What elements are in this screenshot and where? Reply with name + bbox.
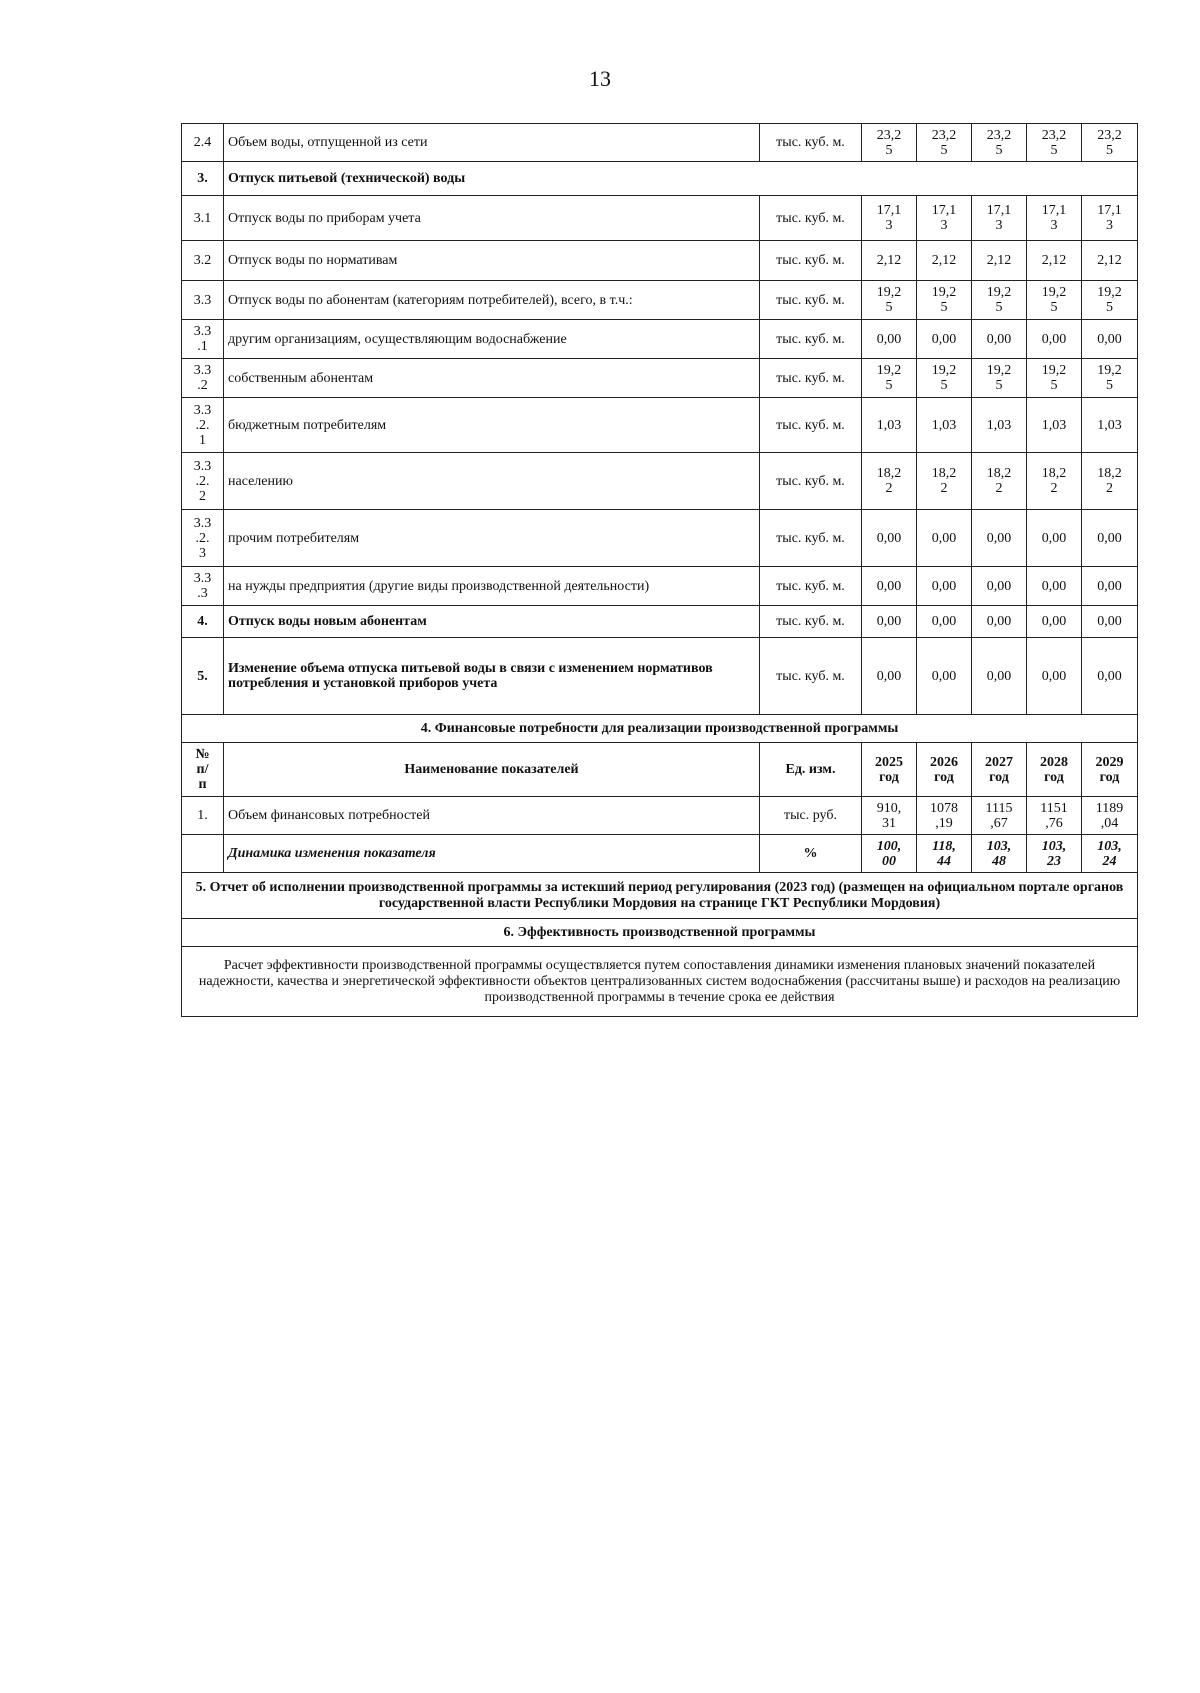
indicator-name: другим организациям, осуществляющим водоснабжение [224,320,760,359]
table-row [182,196,1138,241]
indicator-name: Отпуск воды по нормативам [224,241,760,281]
header-indicator-name: Наименование показателей [224,743,760,797]
value-cell: 2,12 [972,241,1027,281]
water-volume-rows [182,124,1138,715]
unit-cell: тыс. куб. м. [760,453,862,510]
value-cell: 19,2 5 [917,281,972,320]
table-row [182,398,1138,453]
table-row [182,241,1138,281]
row-number: 3.3 .3 [182,567,224,606]
value-cell: 23,2 5 [1027,124,1082,162]
indicator-name: прочим потребителям [224,510,760,567]
value-cell: 0,00 [1082,567,1138,606]
value-cell: 17,1 3 [862,196,917,241]
value-cell: 910, 31 [862,797,917,835]
unit-cell: тыс. куб. м. [760,320,862,359]
value-cell: 1,03 [917,398,972,453]
indicator-name: Изменение объема отпуска питьевой воды в связи с изменением нормативов потребления и установкой приборов учета [224,638,760,715]
value-cell: 0,00 [917,320,972,359]
row-number: 3.1 [182,196,224,241]
value-cell: 17,1 3 [972,196,1027,241]
value-cell: 0,00 [1027,567,1082,606]
value-cell: 18,2 2 [972,453,1027,510]
value-cell: 1189 ,04 [1082,797,1138,835]
value-cell: 0,00 [1082,638,1138,715]
value-cell: 23,2 5 [972,124,1027,162]
value-cell: 0,00 [917,567,972,606]
table-row [182,124,1138,162]
table-row [182,359,1138,398]
header-year: 2025 год [862,743,917,797]
table-row [182,162,1138,196]
value-cell: 1,03 [862,398,917,453]
header-number: № п/ п [182,743,224,797]
value-cell: 1,03 [972,398,1027,453]
indicator-name: Объем финансовых потребностей [224,797,760,835]
indicator-name: населению [224,453,760,510]
unit-cell: тыс. куб. м. [760,124,862,162]
unit-cell: тыс. куб. м. [760,281,862,320]
unit-cell: тыс. куб. м. [760,359,862,398]
section-heading: Отпуск питьевой (технической) воды [224,162,1138,196]
value-cell: 0,00 [972,320,1027,359]
row-number: 3.3 [182,281,224,320]
report-section [182,873,1138,1017]
production-program-table [181,123,1138,1017]
value-cell: 18,2 2 [1082,453,1138,510]
value-cell: 19,2 5 [862,359,917,398]
value-cell: 19,2 5 [972,359,1027,398]
value-cell: 19,2 5 [1082,359,1138,398]
unit-cell: тыс. куб. м. [760,196,862,241]
table-row [182,453,1138,510]
value-cell: 118, 44 [917,835,972,873]
value-cell: 18,2 2 [917,453,972,510]
value-cell: 1151 ,76 [1027,797,1082,835]
table-row [182,638,1138,715]
value-cell: 0,00 [1027,510,1082,567]
row-number: 2.4 [182,124,224,162]
unit-cell: тыс. куб. м. [760,638,862,715]
value-cell: 0,00 [972,510,1027,567]
table-row [182,281,1138,320]
unit-cell: тыс. куб. м. [760,398,862,453]
value-cell: 103, 48 [972,835,1027,873]
value-cell: 103, 23 [1027,835,1082,873]
value-cell: 0,00 [917,638,972,715]
value-cell: 0,00 [972,638,1027,715]
header-unit: Ед. изм. [760,743,862,797]
row-number: 3.3 .2. 3 [182,510,224,567]
row-number: 3.3 .2. 2 [182,453,224,510]
row-number: 3.2 [182,241,224,281]
row-number: 1. [182,797,224,835]
row-number: 3.3 .1 [182,320,224,359]
section-4-title: 4. Финансовые потребности для реализации производственной программы [182,715,1138,743]
value-cell: 23,2 5 [1082,124,1138,162]
value-cell: 19,2 5 [862,281,917,320]
table-row [182,510,1138,567]
value-cell: 2,12 [1027,241,1082,281]
indicator-name: Отпуск воды по приборам учета [224,196,760,241]
value-cell: 0,00 [1082,510,1138,567]
indicator-name: Динамика изменения показателя [224,835,760,873]
indicator-name: бюджетным потребителям [224,398,760,453]
indicator-name: собственным абонентам [224,359,760,398]
value-cell: 0,00 [1027,606,1082,638]
value-cell: 19,2 5 [1027,359,1082,398]
indicator-name: Объем воды, отпущенной из сети [224,124,760,162]
value-cell: 0,00 [862,606,917,638]
finance-header-row [182,743,1138,797]
value-cell: 0,00 [1082,606,1138,638]
table-row [182,835,1138,873]
value-cell: 17,1 3 [1027,196,1082,241]
value-cell: 0,00 [972,606,1027,638]
value-cell: 0,00 [917,510,972,567]
value-cell: 0,00 [862,567,917,606]
value-cell: 19,2 5 [1027,281,1082,320]
value-cell: 1115 ,67 [972,797,1027,835]
value-cell: 0,00 [1027,638,1082,715]
header-year: 2027 год [972,743,1027,797]
value-cell: 18,2 2 [862,453,917,510]
value-cell: 0,00 [862,320,917,359]
finance-rows [182,797,1138,873]
value-cell: 17,1 3 [1082,196,1138,241]
value-cell: 0,00 [917,606,972,638]
unit-cell: тыс. куб. м. [760,241,862,281]
value-cell: 23,2 5 [917,124,972,162]
value-cell: 19,2 5 [917,359,972,398]
value-cell: 100, 00 [862,835,917,873]
unit-cell: тыс. куб. м. [760,510,862,567]
value-cell: 19,2 5 [972,281,1027,320]
table-row [182,606,1138,638]
unit-cell: тыс. руб. [760,797,862,835]
section-5-text: 5. Отчет об исполнении производственной программы за истекший период регулирования (2023 год) (размещен на официальном портале органов государственной власти Республики Мордовия на странице ГКТ Республики Мордовия) [182,873,1138,919]
value-cell: 1,03 [1027,398,1082,453]
indicator-name: Отпуск воды по абонентам (категориям потребителей), всего, в т.ч.: [224,281,760,320]
value-cell: 0,00 [862,638,917,715]
value-cell: 18,2 2 [1027,453,1082,510]
value-cell: 0,00 [972,567,1027,606]
value-cell: 2,12 [917,241,972,281]
value-cell: 0,00 [1027,320,1082,359]
row-number: 3.3 .2 [182,359,224,398]
row-number: 4. [182,606,224,638]
finance-section [182,715,1138,797]
header-year: 2028 год [1027,743,1082,797]
value-cell: 0,00 [1082,320,1138,359]
header-year: 2029 год [1082,743,1138,797]
value-cell: 1,03 [1082,398,1138,453]
row-number: 3. [182,162,224,196]
row-number [182,835,224,873]
value-cell: 0,00 [862,510,917,567]
unit-cell: % [760,835,862,873]
page-number: 13 [589,66,611,91]
table-row [182,567,1138,606]
value-cell: 1078 ,19 [917,797,972,835]
unit-cell: тыс. куб. м. [760,606,862,638]
row-number: 3.3 .2. 1 [182,398,224,453]
value-cell: 2,12 [1082,241,1138,281]
indicator-name: Отпуск воды новым абонентам [224,606,760,638]
table-row [182,320,1138,359]
table-row [182,797,1138,835]
value-cell: 19,2 5 [1082,281,1138,320]
row-number: 5. [182,638,224,715]
value-cell: 2,12 [862,241,917,281]
section-6-title: 6. Эффективность производственной программы [182,919,1138,947]
indicator-name: на нужды предприятия (другие виды производственной деятельности) [224,567,760,606]
section-6-text: Расчет эффективности производственной программы осуществляется путем сопоставления динамики изменения плановых значений показателей надежности, качества и энергетической эффективности объектов централизованных систем водоснабжения (рассчитаны выше) и расходов на реализацию производственной программы в течение срока ее действия [182,947,1138,1017]
header-year: 2026 год [917,743,972,797]
value-cell: 23,2 5 [862,124,917,162]
value-cell: 103, 24 [1082,835,1138,873]
value-cell: 17,1 3 [917,196,972,241]
unit-cell: тыс. куб. м. [760,567,862,606]
